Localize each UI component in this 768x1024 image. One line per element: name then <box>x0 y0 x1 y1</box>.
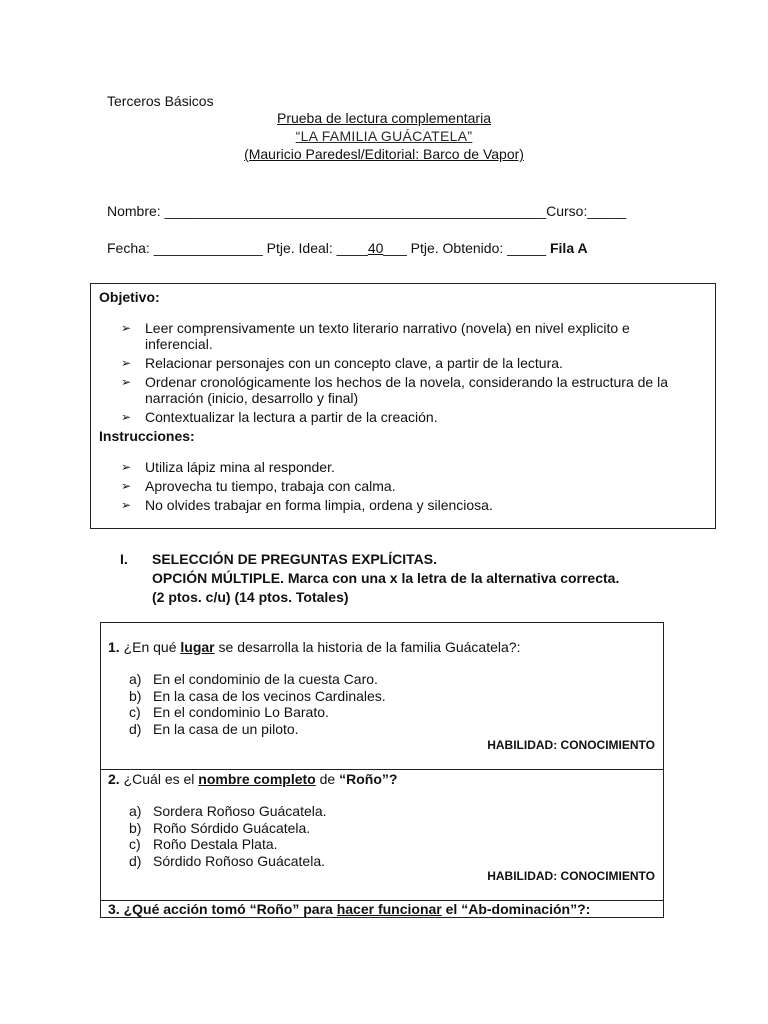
arrow-bullet-icon: ➢ <box>121 498 132 512</box>
course-field[interactable]: _____ <box>587 203 627 219</box>
row-label: Fila A <box>549 240 588 256</box>
question-3-box <box>100 900 664 918</box>
list-item: ➢ Ordenar cronológicamente los hechos de la novela, considerando la estructura de la narración (inicio, desarrollo y final) <box>121 374 668 406</box>
date-label: Fecha: <box>107 240 150 256</box>
book-title: “LA FAMILIA GUÁCATELA” <box>295 128 473 144</box>
option-a[interactable]: a) Sordera Roñoso Guácatela. <box>129 803 327 819</box>
objectives-label: Objetivo: <box>99 289 160 305</box>
question-2-keyword: nombre completo <box>198 771 316 787</box>
date-field[interactable]: ______________ <box>153 240 263 256</box>
date-row <box>107 240 588 256</box>
ideal-score-label: Ptje. Ideal: <box>266 240 333 256</box>
author-line: (Mauricio Paredesl/Editorial: Barco de Vapor) <box>244 146 524 162</box>
ideal-score-field <box>337 240 407 256</box>
grade-label: Terceros Básicos <box>107 93 214 109</box>
question-2-options <box>129 803 327 869</box>
list-item: ➢ Leer comprensivamente un texto literario narrativo (novela) en nivel explicito e inferencial. <box>121 320 630 352</box>
name-field[interactable]: _________________________________________________ <box>164 203 547 219</box>
question-1-keyword: lugar <box>180 639 215 655</box>
question-1-box <box>100 622 664 770</box>
question-2-box <box>100 769 664 901</box>
question-1-options <box>129 671 386 737</box>
arrow-bullet-icon: ➢ <box>121 375 132 389</box>
list-item: ➢ Aprovecha tu tiempo, trabaja con calma. <box>121 478 396 494</box>
option-d[interactable]: d) En la casa de un piloto. <box>129 720 299 737</box>
question-1-prompt: 1. ¿En qué lugar se desarrolla la historia de la familia Guácatela?: <box>108 639 521 655</box>
section-instruction: OPCIÓN MÚLTIPLE. Marca con una x la letra de la alternativa correcta. <box>152 570 620 586</box>
arrow-bullet-icon: ➢ <box>121 356 132 370</box>
obtained-score-field[interactable]: _____ <box>507 240 547 256</box>
list-item: ➢ Utiliza lápiz mina al responder. <box>121 459 335 475</box>
option-c[interactable]: c) En el condominio Lo Barato. <box>129 704 329 720</box>
section-points: (2 ptos. c/u) (14 ptos. Totales) <box>152 589 349 605</box>
question-3-prompt: 3. ¿Qué acción tomó “Roño” para hacer funcionar el “Ab-dominación”?: <box>108 901 591 917</box>
section-number: I. <box>120 551 128 567</box>
arrow-bullet-icon: ➢ <box>121 479 132 493</box>
instructions-list <box>121 459 695 516</box>
obtained-score-label: Ptje. Obtenido: <box>410 240 504 256</box>
option-b[interactable]: b) En la casa de los vecinos Cardinales. <box>129 687 386 704</box>
list-item: ➢ Contextualizar la lectura a partir de la creación. <box>121 409 438 425</box>
course-label: Curso: <box>546 203 588 219</box>
question-3-keyword: hacer funcionar <box>336 901 442 917</box>
objectives-box <box>90 283 716 529</box>
arrow-bullet-icon: ➢ <box>121 410 132 424</box>
name-label: Nombre: <box>107 203 161 219</box>
list-item: ➢ No olvides trabajar en forma limpia, ordena y silenciosa. <box>121 497 493 513</box>
ideal-post-blank: ___ <box>383 240 407 256</box>
objectives-list <box>121 320 695 428</box>
ideal-pre-blank: ____ <box>336 240 368 256</box>
test-title: Prueba de lectura complementaria <box>276 110 491 126</box>
question-2-prompt: 2. ¿Cuál es el nombre completo de “Roño”? <box>108 771 398 787</box>
list-item: ➢ Relacionar personajes con un concepto clave, a partir de la lectura. <box>121 355 563 371</box>
ideal-score-value: 40 <box>367 240 384 256</box>
option-a[interactable]: a) En el condominio de la cuesta Caro. <box>129 671 378 687</box>
title-block <box>0 110 768 164</box>
instructions-label: Instrucciones: <box>99 428 195 444</box>
option-c[interactable]: c) Roño Destala Plata. <box>129 836 278 852</box>
question-2-skill: HABILIDAD: CONOCIMIENTO <box>487 869 655 883</box>
option-d[interactable]: d) Sórdido Roñoso Guácatela. <box>129 852 325 869</box>
section-title: SELECCIÓN DE PREGUNTAS EXPLÍCITAS. <box>152 551 437 567</box>
name-row <box>107 203 626 219</box>
question-1-skill: HABILIDAD: CONOCIMIENTO <box>487 738 655 752</box>
option-b[interactable]: b) Roño Sórdido Guácatela. <box>129 819 311 836</box>
arrow-bullet-icon: ➢ <box>121 460 132 474</box>
arrow-bullet-icon: ➢ <box>121 321 132 335</box>
